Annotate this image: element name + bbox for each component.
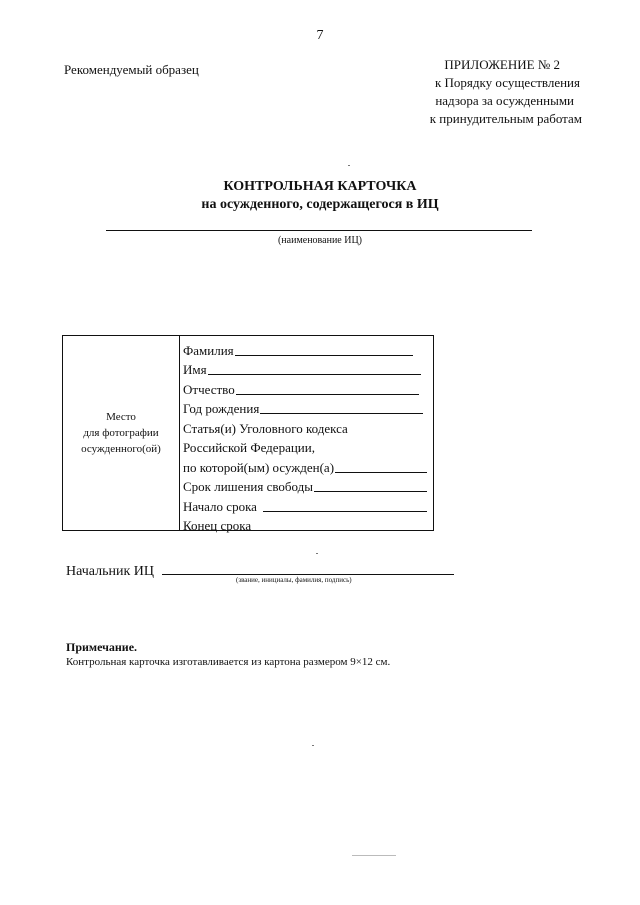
field-blank xyxy=(260,413,423,414)
field-name xyxy=(183,359,429,379)
field-patronymic xyxy=(183,378,429,398)
field-label: по которой(ым) осужден(а) xyxy=(183,459,335,475)
field-criminal-code-article xyxy=(183,417,429,437)
ic-name-caption: (наименование ИЦ) xyxy=(277,235,363,246)
field-convicted-under xyxy=(183,456,429,476)
recommended-sample-label: Рекомендуемый образец xyxy=(64,62,199,77)
field-label: Год рождения xyxy=(183,401,260,416)
field-label: Срок лишения свободы xyxy=(183,479,314,494)
photo-placeholder xyxy=(63,336,180,530)
field-blank xyxy=(257,530,427,531)
appendix-line-2: надзора за осужденными xyxy=(435,93,574,108)
control-card xyxy=(62,335,434,531)
field-russian-federation xyxy=(183,437,429,457)
field-label: Фамилия xyxy=(183,342,234,358)
appendix-block xyxy=(430,56,582,128)
scan-speck xyxy=(348,165,350,166)
appendix-line-3: к принудительным работам xyxy=(429,111,582,126)
scan-speck xyxy=(316,553,318,554)
field-blank xyxy=(235,355,413,356)
title-line-2: на осужденного, содержащегося в ИЦ xyxy=(201,197,439,212)
appendix-number: ПРИЛОЖЕНИЕ № 2 xyxy=(444,57,560,72)
field-birth-year xyxy=(183,398,429,418)
title-line-1: КОНТРОЛЬНАЯ КАРТОЧКА xyxy=(223,179,417,194)
field-label: Статья(и) Уголовного кодекса xyxy=(183,420,348,436)
note-title: Примечание. xyxy=(66,640,138,654)
scan-speck xyxy=(312,745,314,746)
field-label: Начало срока xyxy=(183,498,257,514)
note-text: Контрольная карточка изготавливается из картона размером 9×12 см. xyxy=(66,656,391,668)
scan-speck xyxy=(352,855,396,856)
field-blank xyxy=(263,511,427,512)
chief-signature-line xyxy=(162,574,454,575)
ic-name-line xyxy=(106,230,532,231)
field-sentence-term xyxy=(183,476,429,496)
photo-label-line-3: осужденного(ой) xyxy=(81,443,161,455)
photo-label-line-2: для фотографии xyxy=(83,427,159,439)
field-term-end xyxy=(183,515,429,535)
card-fields xyxy=(180,336,433,533)
field-surname xyxy=(183,339,429,359)
field-blank xyxy=(314,491,427,492)
field-term-start xyxy=(183,495,429,515)
field-blank xyxy=(236,394,419,395)
chief-label: Начальник ИЦ xyxy=(66,564,155,579)
chief-signature-caption: (звание, инициалы, фамилия, подпись) xyxy=(236,576,352,584)
field-blank xyxy=(208,374,421,375)
page-number: 7 xyxy=(316,28,324,43)
field-blank xyxy=(335,472,427,473)
photo-label-line-1: Место xyxy=(106,411,136,423)
document-title xyxy=(0,178,640,214)
field-label: Российской Федерации, xyxy=(183,440,315,455)
field-label: Конец срока xyxy=(183,518,252,533)
field-label: Отчество xyxy=(183,381,235,397)
appendix-line-1: к Порядку осуществления xyxy=(434,75,580,90)
field-label: Имя xyxy=(183,362,207,377)
